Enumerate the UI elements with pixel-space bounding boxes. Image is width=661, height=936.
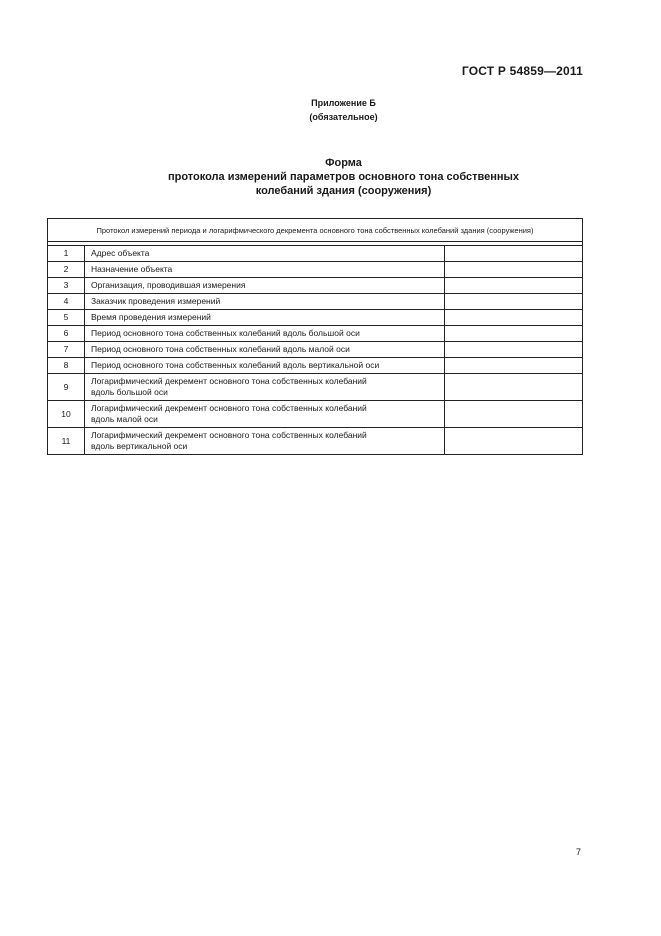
table-row — [48, 326, 583, 342]
value-cell[interactable] — [445, 262, 583, 278]
parameter-name — [85, 342, 445, 358]
parameter-name — [85, 401, 445, 428]
parameter-name — [85, 310, 445, 326]
row-number: 2 — [48, 262, 85, 278]
parameter-name — [85, 428, 445, 455]
annex-status: (обязательное) — [309, 112, 378, 122]
table-row — [48, 278, 583, 294]
table-row — [48, 342, 583, 358]
form-title-line-2: протокола измерений параметров основного тона собственных — [167, 171, 520, 183]
value-cell[interactable] — [445, 310, 583, 326]
table-row — [48, 262, 583, 278]
parameter-name-line-2: вдоль большой оси — [91, 387, 168, 397]
value-cell[interactable] — [445, 358, 583, 374]
row-number: 9 — [48, 374, 85, 401]
protocol-table-caption: Протокол измерений периода и логарифмического декремента основного тона собственных колебаний здания (сооружения) — [48, 219, 583, 242]
row-number: 11 — [48, 428, 85, 455]
value-cell[interactable] — [445, 326, 583, 342]
parameter-name — [85, 294, 445, 310]
annex-heading — [0, 96, 661, 124]
parameter-name — [85, 246, 445, 262]
page-number: 7 — [576, 847, 582, 857]
value-cell[interactable] — [445, 401, 583, 428]
table-row — [48, 401, 583, 428]
parameter-name-line-1: Время проведения измерений — [91, 312, 211, 322]
parameter-name-line-2: вдоль вертикальной оси — [91, 441, 188, 451]
parameter-name-line-1: Логарифмический декремент основного тона собственных колебаний — [91, 430, 367, 440]
parameter-name-line-1: Заказчик проведения измерений — [91, 296, 221, 306]
parameter-name — [85, 374, 445, 401]
row-number: 4 — [48, 294, 85, 310]
value-cell[interactable] — [445, 294, 583, 310]
table-row — [48, 310, 583, 326]
parameter-name — [85, 262, 445, 278]
table-row — [48, 294, 583, 310]
protocol-table-body — [48, 242, 583, 455]
table-row — [48, 374, 583, 401]
parameter-name — [85, 326, 445, 342]
row-number: 3 — [48, 278, 85, 294]
value-cell[interactable] — [445, 374, 583, 401]
value-cell[interactable] — [445, 278, 583, 294]
row-number: 7 — [48, 342, 85, 358]
table-row — [48, 428, 583, 455]
row-number: 6 — [48, 326, 85, 342]
parameter-name-line-1: Период основного тона собственных колебаний вдоль малой оси — [91, 344, 350, 354]
value-cell[interactable] — [445, 428, 583, 455]
protocol-table — [47, 218, 583, 455]
parameter-name-line-1: Назначение объекта — [91, 264, 173, 274]
table-row — [48, 246, 583, 262]
form-title-line-3: колебаний здания (сооружения) — [255, 185, 432, 197]
row-number: 5 — [48, 310, 85, 326]
parameter-name-line-1: Логарифмический декремент основного тона собственных колебаний — [91, 376, 367, 386]
form-title — [0, 156, 661, 198]
parameter-name-line-1: Организация, проводившая измерения — [91, 280, 246, 290]
row-number: 8 — [48, 358, 85, 374]
parameter-name — [85, 278, 445, 294]
value-cell[interactable] — [445, 342, 583, 358]
standard-code: ГОСТ Р 54859—2011 — [461, 64, 583, 78]
table-row — [48, 358, 583, 374]
parameter-name-line-2: вдоль малой оси — [91, 414, 158, 424]
parameter-name-line-1: Адрес объекта — [91, 248, 150, 258]
form-title-line-1: Форма — [325, 157, 362, 169]
parameter-name-line-1: Логарифмический декремент основного тона собственных колебаний — [91, 403, 367, 413]
parameter-name — [85, 358, 445, 374]
parameter-name-line-1: Период основного тона собственных колебаний вдоль большой оси — [91, 328, 360, 338]
row-number: 1 — [48, 246, 85, 262]
row-number: 10 — [48, 401, 85, 428]
parameter-name-line-1: Период основного тона собственных колебаний вдоль вертикальной оси — [91, 360, 380, 370]
value-cell[interactable] — [445, 246, 583, 262]
annex-title: Приложение Б — [311, 98, 376, 108]
